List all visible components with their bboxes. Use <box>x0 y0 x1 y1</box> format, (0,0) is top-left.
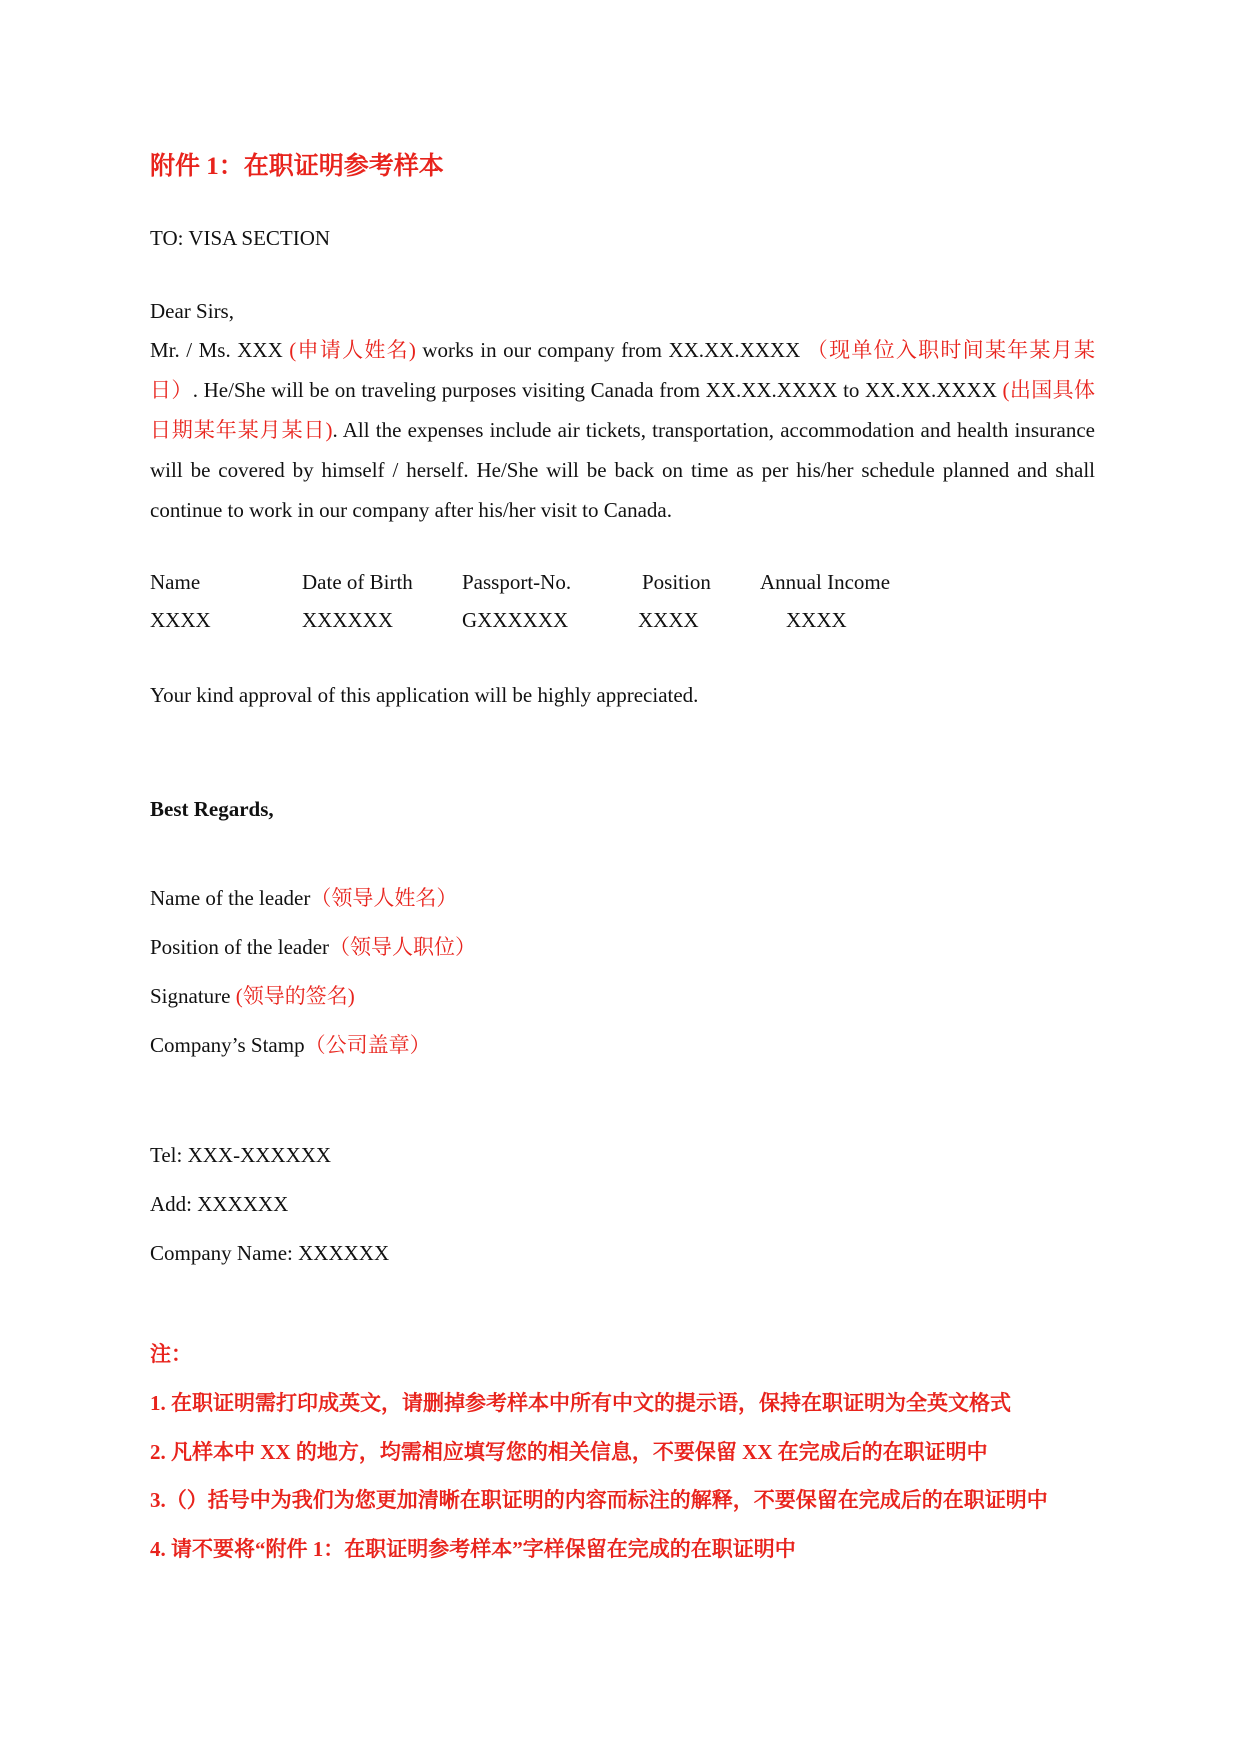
address-line: Add: XXXXXX <box>150 1192 289 1216</box>
body-text-4: . All the expenses include air tickets, transportation, accommodation and health insurance will be covered by himself / herself. He/She will be back on time as per his/her schedule planned and shall continue to work in our company after his/her visit to Canada. <box>150 418 1095 522</box>
applicant-name-hint: (申请人姓名) <box>289 338 416 362</box>
stamp-line <box>150 1029 431 1059</box>
table-value-income: XXXX <box>786 608 847 632</box>
notes-title: 注： <box>150 1342 192 1366</box>
leader-name-line <box>150 882 457 912</box>
note-item: 1. 在职证明需打印成英文，请删掉参考样本中所有中文的提示语，保持在职证明为全英文格式 <box>150 1391 1011 1415</box>
company-name-line: Company Name: XXXXXX <box>150 1241 390 1265</box>
table-header-passport: Passport-No. <box>462 570 572 594</box>
table-header-dob: Date of Birth <box>302 570 413 594</box>
salutation: Dear Sirs, <box>150 299 234 323</box>
signature-label: Signature <box>150 984 236 1008</box>
table-header-income: Annual Income <box>760 570 891 594</box>
body-text-3: . He/She will be on traveling purposes visiting Canada from XX.XX.XXXX to XX.XX.XXXX <box>192 378 1003 402</box>
approval-line: Your kind approval of this application will be highly appreciated. <box>150 683 699 707</box>
leader-position-label: Position of the leader <box>150 935 330 959</box>
table-value-dob: XXXXXX <box>302 608 393 632</box>
leader-position-hint: （领导人职位） <box>329 935 477 959</box>
signature-hint: (领导的签名) <box>235 984 355 1008</box>
leader-position-line <box>150 931 476 961</box>
document-heading: 附件 1：在职证明参考样本 <box>150 153 444 180</box>
entry-date-hint: （现单位入职时间某年某月某日） <box>150 338 1096 402</box>
tel-line: Tel: XXX-XXXXXX <box>150 1143 332 1167</box>
body-paragraph <box>150 330 1095 530</box>
table-value-name: XXXX <box>150 608 211 632</box>
body-text-1: Mr. / Ms. XXX <box>150 338 290 362</box>
note-item: 3.（）括号中为我们为您更加清晰在职证明的内容而标注的解释，不要保留在完成后的在职证明中 <box>150 1488 1048 1512</box>
leader-name-hint: （领导人姓名） <box>310 886 458 910</box>
leader-name-label: Name of the leader <box>150 886 311 910</box>
closing-line: Best Regards, <box>150 797 274 821</box>
table-value-position: XXXX <box>638 608 699 632</box>
note-item: 2. 凡样本中 XX 的地方，均需相应填写您的相关信息，不要保留 XX 在完成后的在职证明中 <box>150 1440 988 1464</box>
note-item: 4. 请不要将“附件 1：在职证明参考样本”字样保留在完成的在职证明中 <box>150 1537 796 1561</box>
travel-date-hint: (出国具体日期某年某月某日) <box>150 378 1096 442</box>
table-header-name: Name <box>150 570 201 594</box>
stamp-label: Company’s Stamp <box>150 1033 305 1057</box>
signature-line <box>150 980 355 1010</box>
to-line: TO: VISA SECTION <box>150 226 331 250</box>
stamp-hint: （公司盖章） <box>304 1033 431 1057</box>
body-text-2: works in our company from XX.XX.XXXX <box>415 338 807 362</box>
table-value-passport: GXXXXXX <box>462 608 569 632</box>
table-header-position: Position <box>642 570 711 594</box>
